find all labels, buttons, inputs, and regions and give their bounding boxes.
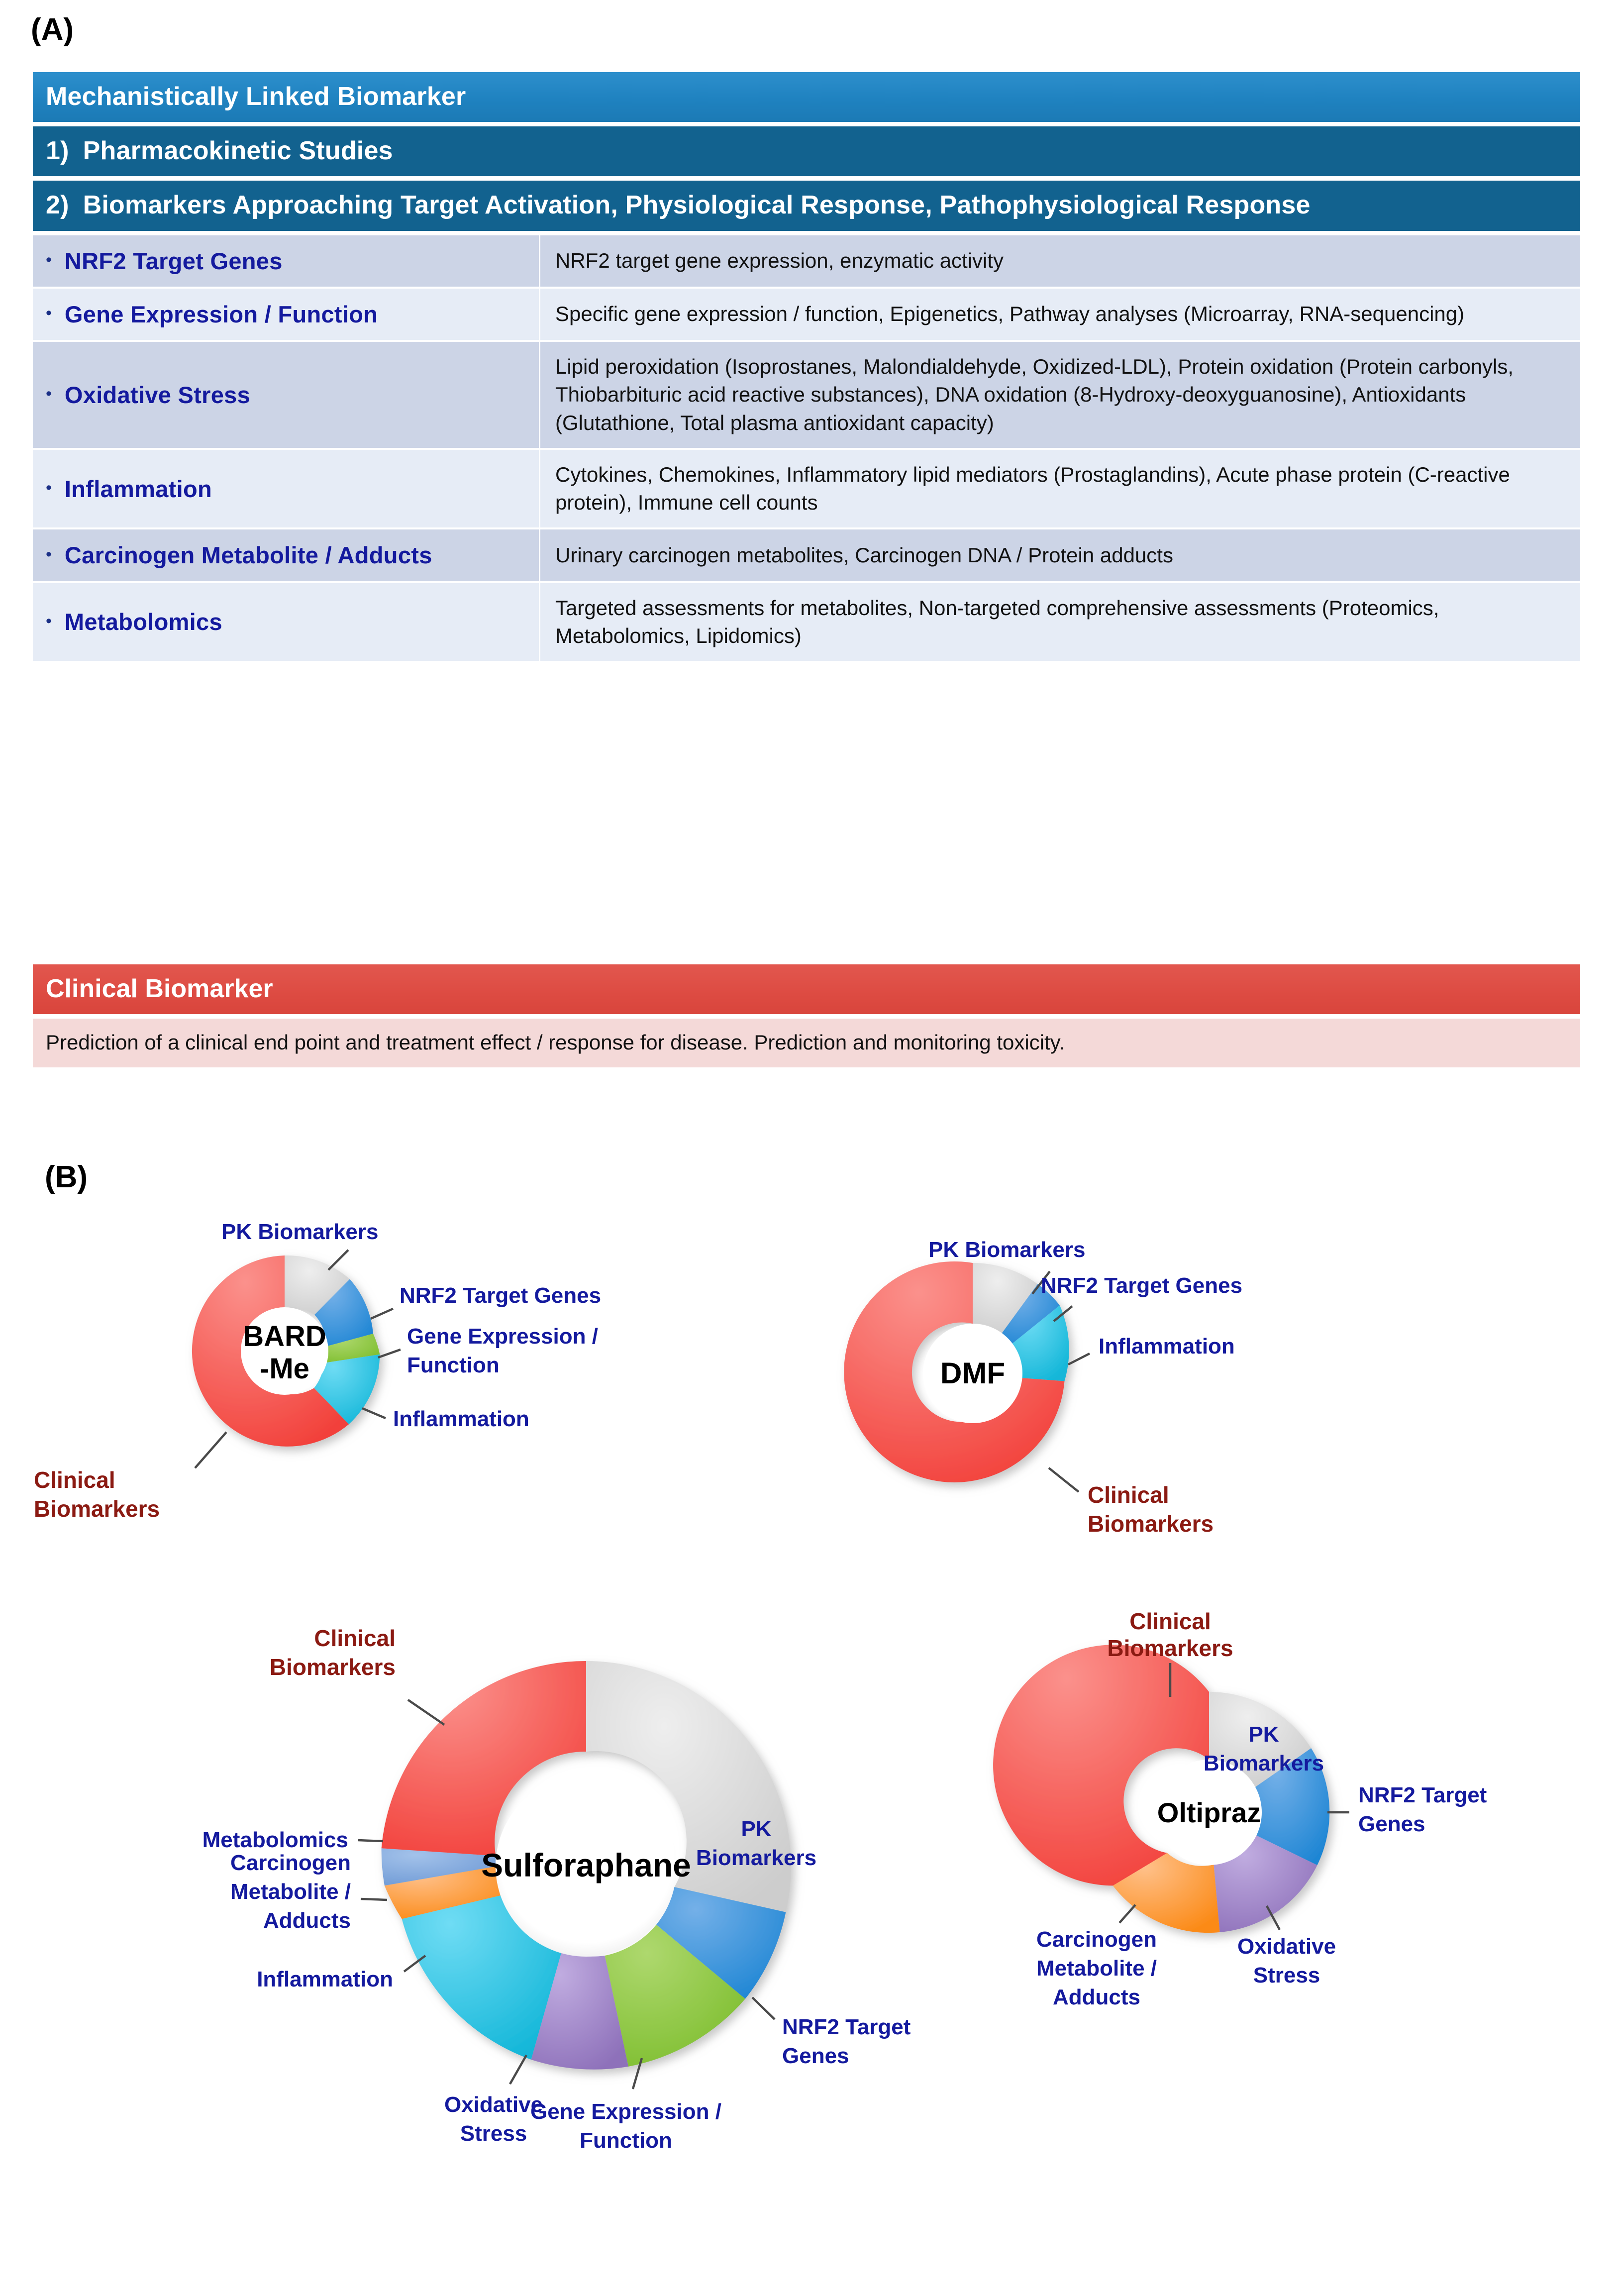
bardme-leader-gene	[378, 1350, 401, 1357]
subheader-2-text: Biomarkers Approaching Target Activation, Physiological Response, Pathophysiological Response	[83, 191, 1311, 220]
bardme-label-clinical-line1: Clinical	[34, 1467, 115, 1493]
clinical-biomarker-block	[33, 964, 1580, 1067]
dmf-leader-inflammation	[1068, 1354, 1090, 1364]
oltipraz-label-oxidative-line1: Oxidative	[1237, 1934, 1336, 1959]
oltipraz-label-nrf2-line2: Genes	[1358, 1812, 1425, 1836]
sulforaphane-leader-clinical	[408, 1700, 444, 1725]
category-label: Gene Expression / Function	[64, 301, 378, 327]
table-cell-detail: NRF2 target gene expression, enzymatic activity	[555, 249, 1004, 273]
sulforaphane-label-gene-line1: Gene Expression /	[530, 2099, 721, 2124]
sulforaphane-leader-carcinogen	[361, 1899, 387, 1900]
panel-a-letter: (A)	[31, 12, 74, 47]
oltipraz-label-clinical-line1: Clinical	[1129, 1608, 1211, 1634]
sulforaphane-label-metabolomics: Metabolomics	[202, 1828, 348, 1852]
table-cell-detail: Urinary carcinogen metabolites, Carcinogen DNA / Protein adducts	[555, 543, 1173, 567]
dmf-label-nrf2: NRF2 Target Genes	[1041, 1273, 1243, 1298]
subheader-2-number: 2)	[46, 191, 69, 220]
bardme-label-clinical-line2: Biomarkers	[34, 1496, 160, 1522]
category-label: Inflammation	[64, 475, 212, 502]
oltipraz-label-carcinogen-line2: Metabolite /	[1036, 1956, 1157, 1981]
oltipraz-label-carcinogen-line1: Carcinogen	[1036, 1927, 1157, 1952]
mechanistically-linked-biomarker-table	[33, 72, 1580, 663]
sulforaphane-label-oxidative-line1: Oxidative	[444, 2092, 543, 2117]
sulforaphane-label-pk-line2: Biomarkers	[696, 1846, 817, 1870]
table-cell-category	[33, 583, 540, 661]
donut-charts-svg	[0, 1120, 1619, 2296]
bardme-leader-inflammation	[362, 1408, 386, 1418]
oltipraz-label-pk-line1: PK	[1248, 1722, 1279, 1747]
sulforaphane-label-nrf2-line1: NRF2 Target	[782, 2015, 911, 2039]
dmf-label-pk: PK Biomarkers	[928, 1238, 1086, 1262]
bardme-label-nrf2: NRF2 Target Genes	[400, 1283, 602, 1308]
table-cell-category	[33, 529, 540, 581]
bardme-leader-nrf2	[371, 1309, 393, 1319]
dmf-center-label: DMF	[940, 1357, 1005, 1390]
table-main-header: Mechanistically Linked Biomarker	[33, 72, 1580, 122]
table-cell-detail: Specific gene expression / function, Epigenetics, Pathway analyses (Microarray, RNA-sequencing)	[555, 302, 1465, 326]
sulforaphane-label-oxidative-line2: Stress	[460, 2121, 527, 2146]
bardme-label-inflammation: Inflammation	[393, 1407, 529, 1431]
bullet-icon: •	[46, 611, 52, 630]
sulforaphane-label-carcinogen-line1: Carcinogen	[230, 1851, 351, 1875]
bardme-center-label-line1: BARD	[243, 1320, 326, 1353]
table-row	[33, 529, 1580, 581]
table-row	[33, 289, 1580, 340]
table-cell-detail: Cytokines, Chemokines, Inflammatory lipid mediators (Prostaglandins), Acute phase protein (C-reactive protein), Immune cell counts	[555, 462, 1510, 515]
sulforaphane-label-carcinogen-line3: Adducts	[263, 1908, 351, 1933]
sulforaphane-label-clinical-line2: Biomarkers	[269, 1654, 396, 1680]
bardme-label-pk: PK Biomarkers	[221, 1220, 379, 1244]
donut-charts-panel	[0, 1120, 1619, 2296]
oltipraz-label-nrf2-line1: NRF2 Target	[1358, 1783, 1487, 1807]
dmf-label-inflammation: Inflammation	[1099, 1334, 1235, 1358]
oltipraz-label-oxidative-line2: Stress	[1253, 1963, 1320, 1987]
table-row	[33, 450, 1580, 528]
sulforaphane-label-nrf2-line2: Genes	[782, 2044, 849, 2068]
sulforaphane-label-gene-line2: Function	[580, 2128, 672, 2153]
table-cell-detail: Targeted assessments for metabolites, Non-targeted comprehensive assessments (Proteomics, Metabolomics, Lipidomics)	[555, 596, 1439, 647]
category-label: NRF2 Target Genes	[64, 247, 283, 274]
category-label: Oxidative Stress	[64, 381, 251, 408]
sulforaphane-label-clinical-line1: Clinical	[314, 1625, 396, 1651]
sulforaphane-label-carcinogen-line2: Metabolite /	[230, 1879, 351, 1904]
sulforaphane-leader-metabolomics	[358, 1840, 383, 1841]
panel-b-letter: (B)	[45, 1160, 88, 1194]
bardme-label-gene-line2: Function	[407, 1353, 500, 1377]
bardme-center-label-line2: -Me	[260, 1353, 309, 1385]
category-label: Metabolomics	[64, 609, 222, 635]
dmf-label-clinical-line2: Biomarkers	[1088, 1511, 1214, 1537]
table-subheader-2	[33, 181, 1580, 230]
table-cell-category	[33, 450, 540, 528]
sulforaphane-leader-oxidative	[510, 2055, 526, 2084]
category-label: Carcinogen Metabolite / Adducts	[64, 542, 432, 569]
oltipraz-label-pk-line2: Biomarkers	[1203, 1751, 1324, 1775]
subheader-1-number: 1)	[46, 136, 69, 165]
table-cell-detail: Lipid peroxidation (Isoprostanes, Malondialdehyde, Oxidized-LDL), Protein oxidation (Protein carbonyls, Thiobarbituric acid reactive substances), DNA oxidation (8-Hydroxy-deoxyguanosine), Antioxidants (Glutathione, Total plasma antioxidant capacity)	[555, 355, 1514, 434]
oltipraz-leader-carcinogen	[1119, 1905, 1135, 1923]
table-row	[33, 342, 1580, 448]
bullet-icon: •	[46, 304, 52, 323]
bardme-label-gene-line1: Gene Expression /	[407, 1324, 598, 1349]
table-cell-category	[33, 342, 540, 448]
bullet-icon: •	[46, 478, 52, 498]
sulforaphane-center-label: Sulforaphane	[481, 1847, 691, 1883]
sulforaphane-leader-nrf2	[752, 1997, 775, 2019]
bullet-icon: •	[46, 250, 52, 270]
clinical-biomarker-body: Prediction of a clinical end point and treatment effect / response for disease. Prediction and monitoring toxicity.	[33, 1019, 1580, 1067]
table-cell-category	[33, 235, 540, 287]
bullet-icon: •	[46, 384, 52, 404]
bullet-icon: •	[46, 545, 52, 564]
dmf-leader-clinical	[1049, 1468, 1079, 1492]
table-row	[33, 235, 1580, 287]
oltipraz-donut-chart	[993, 1645, 1329, 1933]
subheader-1-text: Pharmacokinetic Studies	[83, 136, 393, 165]
bardme-leader-pk	[328, 1250, 348, 1270]
sulforaphane-label-inflammation: Inflammation	[257, 1967, 393, 1991]
oltipraz-label-clinical-line2: Biomarkers	[1107, 1635, 1233, 1661]
sulforaphane-label-pk-line1: PK	[741, 1817, 772, 1841]
oltipraz-center-label: Oltipraz	[1157, 1797, 1261, 1828]
clinical-biomarker-header: Clinical Biomarker	[33, 964, 1580, 1014]
oltipraz-label-carcinogen-line3: Adducts	[1053, 1985, 1140, 2009]
table-subheader-1	[33, 126, 1580, 176]
table-row	[33, 583, 1580, 661]
table-cell-category	[33, 289, 540, 340]
dmf-label-clinical-line1: Clinical	[1088, 1482, 1169, 1508]
bardme-leader-clinical	[195, 1432, 226, 1468]
